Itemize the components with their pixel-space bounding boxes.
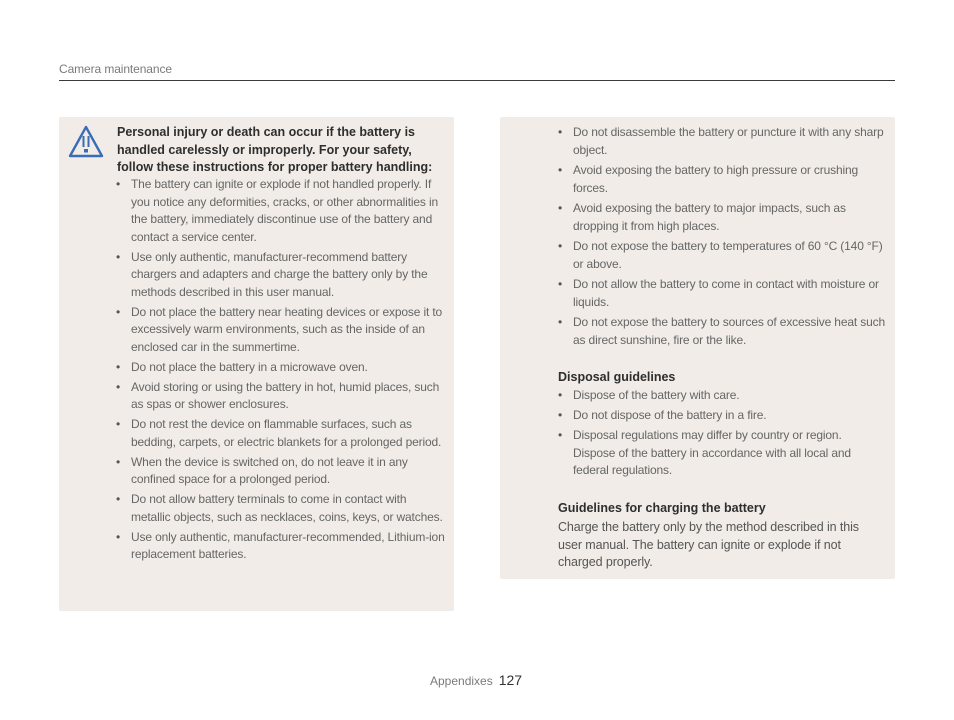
list-item: • Do not place the battery in a microwave oven.	[116, 359, 446, 377]
disposal-list	[558, 387, 886, 482]
list-item: • Do not allow the battery to come in contact with moisture or liquids.	[558, 276, 886, 311]
warning-triangle-icon	[68, 124, 104, 160]
list-item: • Dispose of the battery with care.	[558, 387, 886, 405]
footer-section: Appendixes	[430, 674, 493, 688]
section-header	[59, 62, 895, 81]
list-item: • Use only authentic, manufacturer-recommended, Lithium-ion replacement batteries.	[116, 529, 446, 564]
list-item: • Do not disassemble the battery or puncture it with any sharp object.	[558, 124, 886, 159]
list-item: • Do not allow battery terminals to come in contact with metallic objects, such as necklaces, coins, keys, or watches.	[116, 491, 446, 526]
continued-warning-list	[558, 124, 886, 352]
charging-heading: Guidelines for charging the battery	[558, 501, 766, 515]
list-item: • When the device is switched on, do not leave it in any confined space for a prolonged period.	[116, 454, 446, 489]
list-item: • Avoid exposing the battery to high pressure or crushing forces.	[558, 162, 886, 197]
list-item: • Disposal regulations may differ by country or region. Dispose of the battery in accordance with all local and federal regulations.	[558, 427, 886, 480]
list-item: • Do not place the battery near heating devices or expose it to excessively warm environments, such as the inside of an enclosed car in the summertime.	[116, 304, 446, 357]
list-item: • Do not rest the device on flammable surfaces, such as bedding, carpets, or electric blankets for a prolonged period.	[116, 416, 446, 451]
list-item: • Do not dispose of the battery in a fire.	[558, 407, 886, 425]
warning-list	[116, 176, 446, 566]
page-number: 127	[498, 672, 523, 688]
page-footer	[430, 672, 522, 688]
list-item: • Use only authentic, manufacturer-recommend battery chargers and adapters and charge the battery only by the methods described in this user manual.	[116, 249, 446, 302]
disposal-heading: Disposal guidelines	[558, 370, 676, 384]
list-item: • Do not expose the battery to sources of excessive heat such as direct sunshine, fire or the like.	[558, 314, 886, 349]
list-item: • The battery can ignite or explode if not handled properly. If you notice any deformities, cracks, or other abnormalities in the battery, immediately discontinue use of the battery and contact a service center.	[116, 176, 446, 246]
list-item: • Avoid storing or using the battery in hot, humid places, such as spas or shower enclosures.	[116, 379, 446, 414]
section-title: Camera maintenance	[59, 62, 172, 76]
list-item: • Do not expose the battery to temperatures of 60 °C (140 °F) or above.	[558, 238, 886, 273]
charging-text: Charge the battery only by the method described in this user manual. The battery can ignite or explode if not charged properly.	[558, 520, 859, 569]
list-item: • Avoid exposing the battery to major impacts, such as dropping it from high places.	[558, 200, 886, 235]
warning-title: Personal injury or death can occur if the battery is handled carelessly or improperly. For your safety, follow these instructions for proper battery handling:	[117, 125, 433, 174]
